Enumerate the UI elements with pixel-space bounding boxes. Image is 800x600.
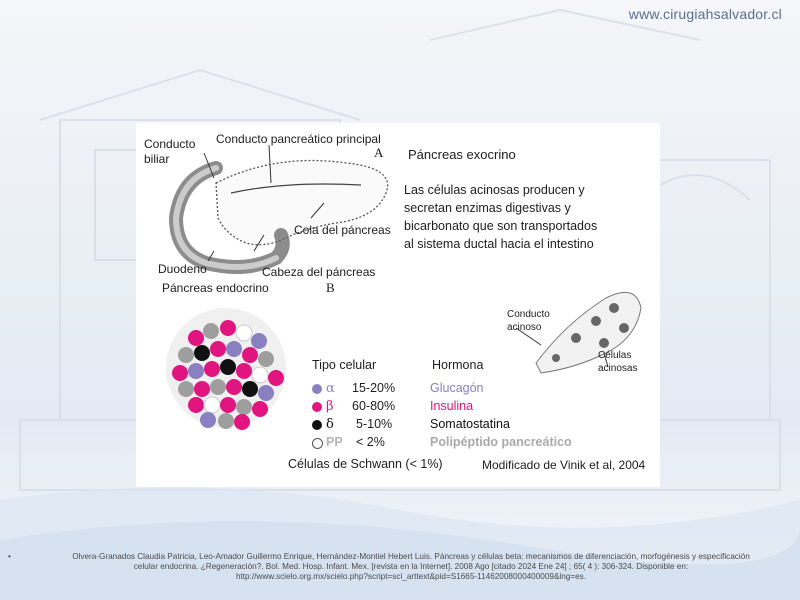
exocrine-line: al sistema ductal hacia el intestino	[404, 237, 594, 251]
pp-cell-dot	[312, 438, 323, 449]
pp-percent: < 2%	[356, 435, 385, 449]
delta-cell-dot	[312, 420, 322, 430]
label-marker-b: B	[326, 280, 335, 295]
label-cabeza: Cabeza del páncreas	[262, 265, 376, 279]
exocrine-title: Páncreas exocrino	[408, 147, 516, 162]
exocrine-description	[404, 181, 644, 253]
exocrine-line: Las células acinosas producen y	[404, 183, 585, 197]
reference-footnote	[8, 552, 792, 582]
footnote-bullet: •	[8, 552, 11, 561]
beta-hormone: Insulina	[430, 399, 474, 413]
col-header-cell-type: Tipo celular	[312, 358, 377, 372]
label-conducto-biliar-1: Conducto	[144, 137, 196, 151]
label-marker-a: A	[374, 145, 384, 160]
footnote-line: celular endocrina. ¿Regeneración?. Bol. Med. Hosp. Infant. Mex. [revista en la Internet]. 2008 Ago [citado 2024 Ene 24] ; 65( 4 ): 306-324. Disponible en:	[133, 562, 689, 571]
site-url: www.cirugiahsalvador.cl	[628, 6, 782, 22]
label-pancreas-endocrino: Páncreas endocrino	[162, 281, 269, 295]
delta-hormone: Somatostatina	[430, 417, 510, 431]
label-cola: Cola del páncreas	[294, 223, 391, 237]
footnote-line: Olvera-Granados Claudia Patricia, Leo-Amador Guillermo Enrique, Hernández-Montiel Hebert Luis. Páncreas y células beta: mecanismos de diferenciación, morfogénesis y especificación	[72, 552, 750, 561]
pancreas-illustration	[136, 123, 660, 487]
alpha-symbol: α	[326, 381, 335, 396]
pp-symbol: PP	[326, 435, 343, 449]
label-conducto-acinoso-2: acinoso	[507, 322, 542, 333]
label-celulas-acinosas-1: Células	[598, 350, 632, 361]
label-conducto-principal: Conducto pancreático principal	[216, 132, 381, 146]
footnote-link[interactable]: http://www.scielo.org.mx/scielo.php?script=sci_arttext&pid=S1665-11462008000400009&lng=es.	[235, 572, 587, 581]
pp-hormone: Polipéptido pancreático	[430, 435, 572, 449]
col-header-hormone: Hormona	[432, 358, 484, 372]
alpha-cell-dot	[312, 384, 322, 394]
delta-percent: 5-10%	[356, 417, 393, 431]
delta-symbol: δ	[326, 417, 334, 432]
exocrine-line: bicarbonato que son transportados	[404, 219, 598, 233]
beta-symbol: β	[326, 399, 334, 414]
beta-percent: 60-80%	[352, 399, 396, 413]
exocrine-line: secretan enzimas digestivas y	[404, 201, 571, 215]
islet-cell-cluster	[166, 308, 286, 430]
label-celulas-acinosas-2: acinosas	[598, 363, 638, 374]
alpha-hormone: Glucagón	[430, 381, 484, 395]
pancreas-figure	[136, 123, 660, 487]
schwann-cells-note: Células de Schwann (< 1%)	[288, 457, 443, 471]
label-duodeno: Duodeno	[158, 262, 207, 276]
alpha-percent: 15-20%	[352, 381, 396, 395]
figure-credit: Modificado de Vinik et al, 2004	[482, 458, 646, 472]
label-conducto-acinoso-1: Conducto	[507, 309, 550, 320]
beta-cell-dot	[312, 402, 322, 412]
label-conducto-biliar-2: biliar	[144, 152, 170, 166]
